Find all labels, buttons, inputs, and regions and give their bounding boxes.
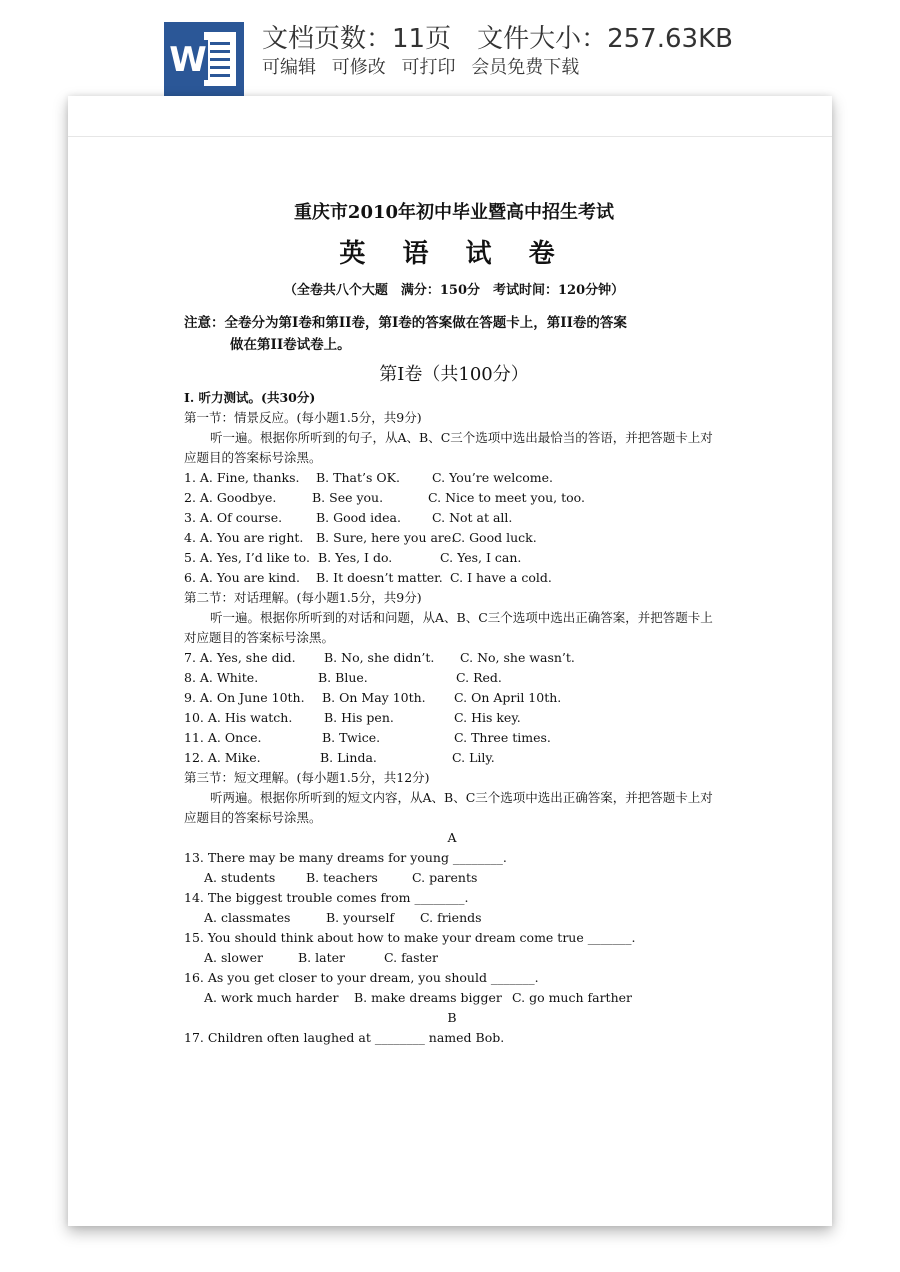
question-stem: 14. The biggest trouble comes from ________. xyxy=(184,890,469,905)
option-b: B. yourself xyxy=(326,910,395,925)
option-b: B. Sure, here you are. xyxy=(316,530,456,545)
option-b: B. Linda. xyxy=(320,750,377,765)
option-c: C. You’re welcome. xyxy=(432,470,553,485)
question-stem: 16. As you get closer to your dream, you should _______. xyxy=(184,970,539,985)
option-b: B. On May 10th. xyxy=(322,690,426,705)
option-c: C. Good luck. xyxy=(452,530,537,545)
part-heading: 第二节：对话理解。(每小题1.5分，共9分) xyxy=(184,590,422,605)
question-row xyxy=(184,548,724,568)
exam-notice xyxy=(184,312,724,356)
passage-label: B xyxy=(447,1010,457,1025)
option-b: B. make dreams bigger xyxy=(354,990,502,1005)
option-a: 8. A. White. xyxy=(184,670,259,685)
option-a: A. slower xyxy=(204,950,263,965)
section-heading: I. 听力测试。(共30分) xyxy=(184,390,316,405)
question-row xyxy=(184,708,724,728)
option-a: 11. A. Once. xyxy=(184,730,262,745)
option-c: C. go much farther xyxy=(512,990,632,1005)
option-a: 2. A. Goodbye. xyxy=(184,490,277,505)
question-row xyxy=(184,648,724,668)
option-a: A. students xyxy=(204,870,276,885)
page-count: 文档页数：11页 xyxy=(262,24,452,54)
option-b: B. Yes, I do. xyxy=(318,550,393,565)
notice-line-2: 做在第II卷试卷上。 xyxy=(230,337,351,353)
option-a: 12. A. Mike. xyxy=(184,750,261,765)
option-c: C. Not at all. xyxy=(432,510,513,525)
question-options xyxy=(184,988,724,1008)
exam-meta: （全卷共八个大题 满分：150分 考试时间：120分钟） xyxy=(283,283,625,298)
file-size: 文件大小：257.63KB xyxy=(477,24,733,54)
notice-line-1: 注意：全卷分为第I卷和第II卷，第I卷的答案做在答题卡上，第II卷的答案 xyxy=(184,315,627,331)
feature-printable: 可打印 xyxy=(401,57,456,78)
option-c: C. His key. xyxy=(454,710,521,725)
option-a: 1. A. Fine, thanks. xyxy=(184,470,300,485)
option-b: B. It doesn’t matter. xyxy=(316,570,443,585)
option-a: 7. A. Yes, she did. xyxy=(184,650,296,665)
document-stats xyxy=(262,22,759,56)
option-b: B. Good idea. xyxy=(316,510,401,525)
part-instruction: 听两遍。根据你所听到的短文内容，从A、B、C三个选项中选出正确答案，并把答题卡上对应题目的答案标号涂黑。 xyxy=(184,790,713,825)
option-b: B. No, she didn’t. xyxy=(324,650,435,665)
option-c: C. On April 10th. xyxy=(454,690,562,705)
question-row xyxy=(184,468,724,488)
question-stem: 15. You should think about how to make your dream come true _______. xyxy=(184,930,636,945)
question-row xyxy=(184,568,724,588)
option-c: C. Three times. xyxy=(454,730,551,745)
page-divider xyxy=(68,136,832,137)
option-b: B. His pen. xyxy=(324,710,394,725)
question-row xyxy=(184,508,724,528)
exam-title: 重庆市2010年初中毕业暨高中招生考试 xyxy=(293,202,615,223)
option-a: 6. A. You are kind. xyxy=(184,570,300,585)
question-options xyxy=(184,948,724,968)
option-c: C. parents xyxy=(412,870,478,885)
passage-label: A xyxy=(447,830,457,845)
option-c: C. Nice to meet you, too. xyxy=(428,490,585,505)
option-b: B. later xyxy=(298,950,345,965)
exam-subtitle: 英 语 试 卷 xyxy=(339,239,569,269)
document-info-banner xyxy=(0,0,900,96)
feature-modifiable: 可修改 xyxy=(331,57,386,78)
question-row xyxy=(184,688,724,708)
option-a: 3. A. Of course. xyxy=(184,510,283,525)
feature-editable: 可编辑 xyxy=(262,57,316,78)
question-stem: 17. Children often laughed at ________ named Bob. xyxy=(184,1030,505,1045)
page-content xyxy=(184,200,724,1048)
question-stem: 13. There may be many dreams for young ________. xyxy=(184,850,507,865)
document-page xyxy=(68,96,832,1226)
option-c: C. friends xyxy=(420,910,482,925)
option-b: B. That’s OK. xyxy=(316,470,400,485)
option-a: 5. A. Yes, I’d like to. xyxy=(184,550,310,565)
word-doc-icon xyxy=(164,22,244,96)
question-row xyxy=(184,668,724,688)
doc-page-icon xyxy=(204,32,236,86)
feature-list xyxy=(262,56,589,80)
option-a: 10. A. His watch. xyxy=(184,710,293,725)
question-row xyxy=(184,488,724,508)
volume-heading: 第I卷（共100分） xyxy=(379,364,529,385)
option-c: C. No, she wasn’t. xyxy=(460,650,575,665)
option-b: B. teachers xyxy=(306,870,378,885)
part-heading: 第三节：短文理解。(每小题1.5分，共12分) xyxy=(184,770,430,785)
question-row xyxy=(184,748,724,768)
option-a: A. classmates xyxy=(204,910,291,925)
question-row xyxy=(184,728,724,748)
question-options xyxy=(184,908,724,928)
option-a: A. work much harder xyxy=(204,990,339,1005)
option-c: C. Yes, I can. xyxy=(440,550,522,565)
part-heading: 第一节：情景反应。(每小题1.5分，共9分) xyxy=(184,410,422,425)
word-letter: W xyxy=(169,40,207,80)
question-row xyxy=(184,528,724,548)
option-a: 4. A. You are right. xyxy=(184,530,304,545)
option-c: C. Lily. xyxy=(452,750,495,765)
feature-free-download: 会员免费下载 xyxy=(471,57,580,78)
option-c: C. I have a cold. xyxy=(450,570,552,585)
option-a: 9. A. On June 10th. xyxy=(184,690,305,705)
option-c: C. Red. xyxy=(456,670,502,685)
option-b: B. Blue. xyxy=(318,670,368,685)
part-instruction: 听一遍。根据你所听到的句子，从A、B、C三个选项中选出最恰当的答语，并把答题卡上对应题目的答案标号涂黑。 xyxy=(184,430,713,465)
part-instruction: 听一遍。根据你所听到的对话和问题，从A、B、C三个选项中选出正确答案，并把答题卡上对应题目的答案标号涂黑。 xyxy=(184,610,713,645)
option-b: B. See you. xyxy=(312,490,384,505)
option-b: B. Twice. xyxy=(322,730,381,745)
question-options xyxy=(184,868,724,888)
option-c: C. faster xyxy=(384,950,438,965)
